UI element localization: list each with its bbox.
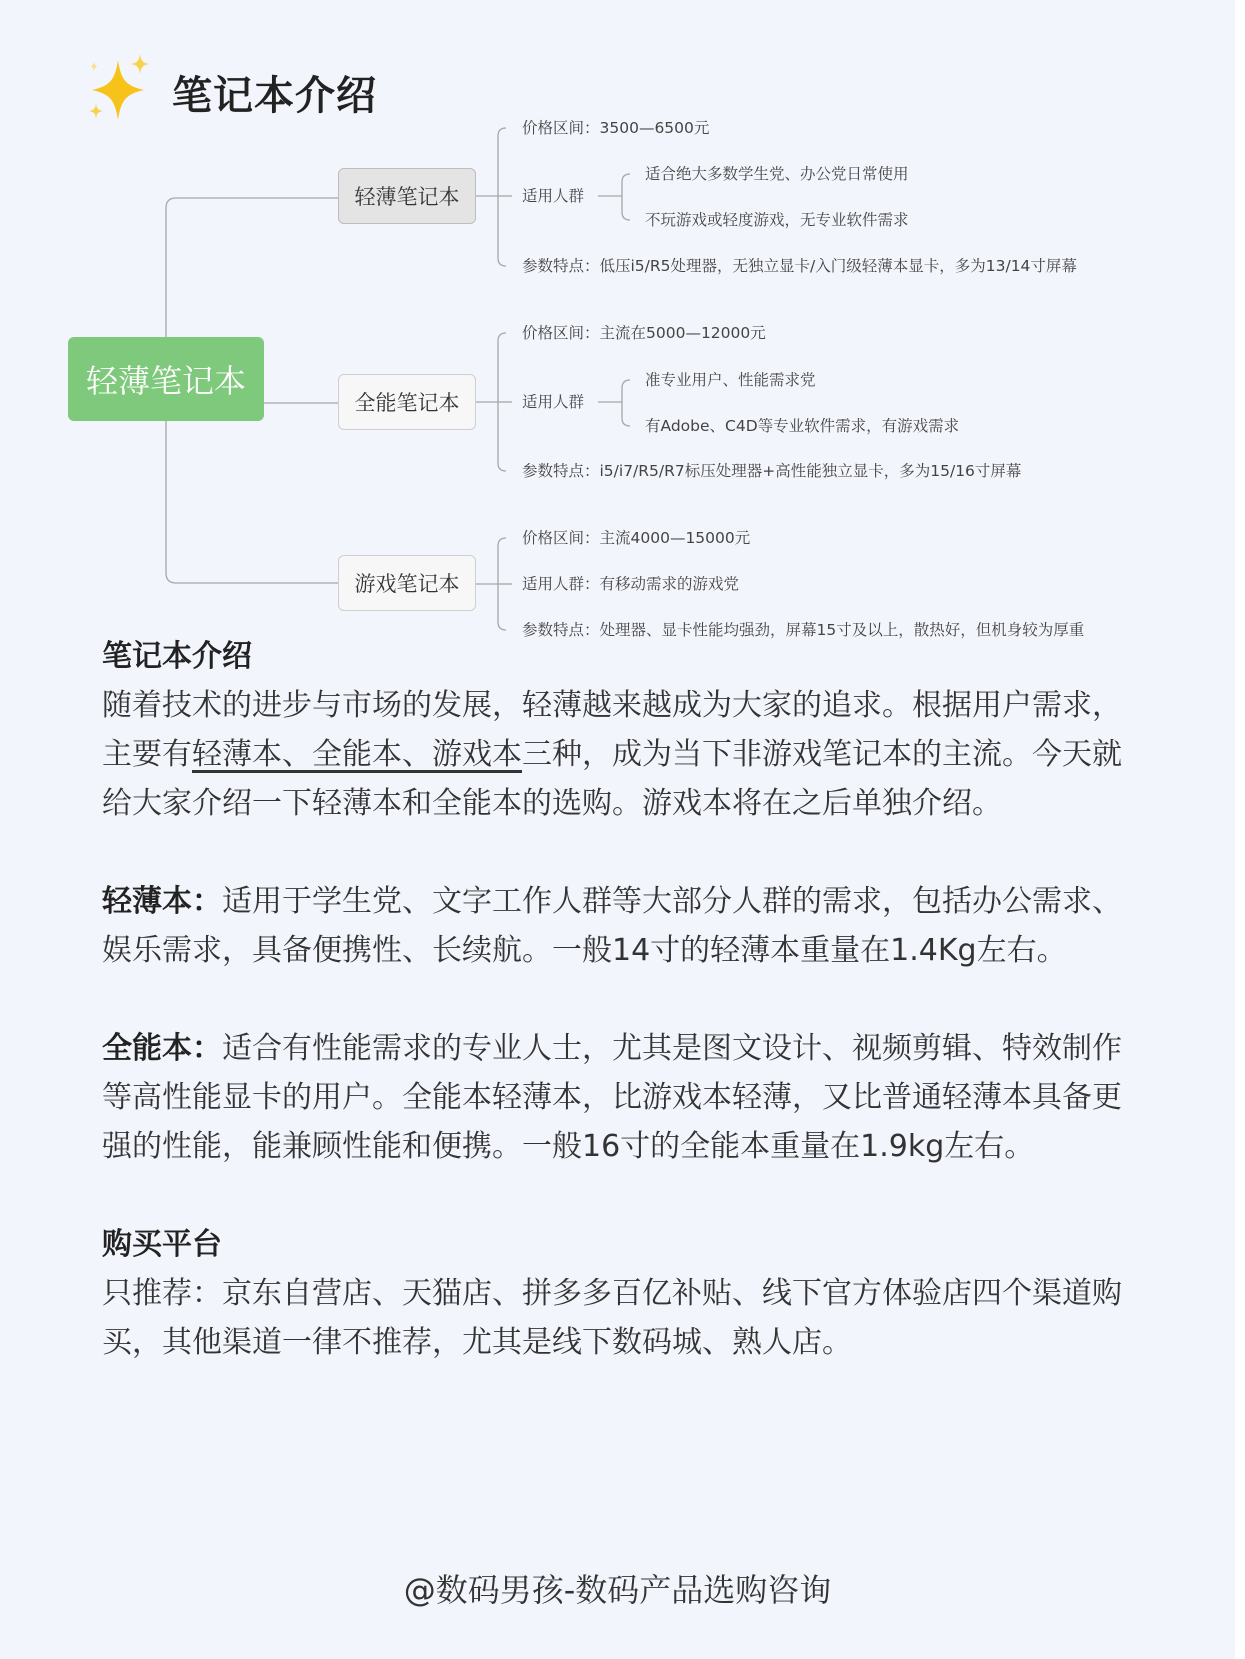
- leaf-gaming-price: 价格区间：主流4000—15000元: [522, 529, 751, 547]
- leaf-gaming-audience: 适用人群：有移动需求的游戏党: [522, 575, 740, 593]
- branch-gaming-laptop: 游戏笔记本: [338, 555, 476, 611]
- leaf-allround-audience-1: 准专业用户、性能需求党: [645, 371, 816, 389]
- intro-paragraph: [102, 681, 1122, 828]
- leaf-thin-price: 价格区间：3500—6500元: [522, 119, 710, 137]
- leaf-gaming-params: 参数特点：处理器、显卡性能均强劲，屏幕15寸及以上，散热好，但机身较为厚重: [522, 621, 1085, 639]
- intro-text-end: 三种，成为当下非游戏笔记本的主流。今天就给大家介绍一下轻薄本和全能本的选购。游戏本将在之后单独介绍。: [102, 737, 1122, 821]
- buy-heading: 购买平台: [102, 1227, 222, 1262]
- leaf-allround-params: 参数特点：i5/i7/R5/R7标压处理器+高性能独立显卡，多为15/16寸屏幕: [522, 462, 1022, 480]
- allround-text: 适合有性能需求的专业人士，尤其是图文设计、视频剪辑、特效制作等高性能显卡的用户。全能本轻薄本，比游戏本轻薄，又比普通轻薄本具备更强的性能，能兼顾性能和便携。一般16寸的全能本重量在1.9kg左右。: [102, 1031, 1122, 1164]
- mindmap-root: 轻薄笔记本: [68, 337, 264, 421]
- intro-underlined-types: 轻薄本、全能本、游戏本: [192, 737, 522, 772]
- thin-paragraph: [102, 877, 1122, 975]
- thin-label: 轻薄本：: [102, 884, 222, 919]
- leaf-thin-params: 参数特点：低压i5/R5处理器，无独立显卡/入门级轻薄本显卡，多为13/14寸屏幕: [522, 257, 1077, 275]
- allround-paragraph: [102, 1024, 1122, 1171]
- allround-label: 全能本：: [102, 1031, 222, 1066]
- thin-text: 适用于学生党、文字工作人群等大部分人群的需求，包括办公需求、娱乐需求，具备便携性、长续航。一般14寸的轻薄本重量在1.4Kg左右。: [102, 884, 1122, 968]
- right-edge: [1235, 0, 1245, 1659]
- leaf-thin-audience-label: 适用人群: [522, 187, 585, 205]
- branch-thin-laptop: 轻薄笔记本: [338, 168, 476, 224]
- leaf-thin-audience-2: 不玩游戏或轻度游戏，无专业软件需求: [645, 211, 909, 229]
- intro-heading: 笔记本介绍: [102, 639, 252, 674]
- branch-allround-laptop: 全能笔记本: [338, 374, 476, 430]
- leaf-allround-audience-label: 适用人群: [522, 393, 585, 411]
- buy-paragraph: 只推荐：京东自营店、天猫店、拼多多百亿补贴、线下官方体验店四个渠道购买，其他渠道一律不推荐，尤其是线下数码城、熟人店。: [102, 1276, 1122, 1360]
- intro-text-start: 随着技术的进步与市场的发展，轻薄越来越成为大家的追求。根据用户需求，主要有: [102, 688, 1122, 772]
- article: [102, 632, 1122, 1367]
- leaf-allround-audience-2: 有Adobe、C4D等专业软件需求，有游戏需求: [645, 417, 960, 435]
- page-title: 笔记本介绍: [172, 73, 377, 119]
- footer-signature: @数码男孩-数码产品选购咨询: [403, 1571, 832, 1609]
- leaf-allround-price: 价格区间：主流在5000—12000元: [522, 324, 766, 342]
- leaf-thin-audience-1: 适合绝大多数学生党、办公党日常使用: [645, 165, 909, 183]
